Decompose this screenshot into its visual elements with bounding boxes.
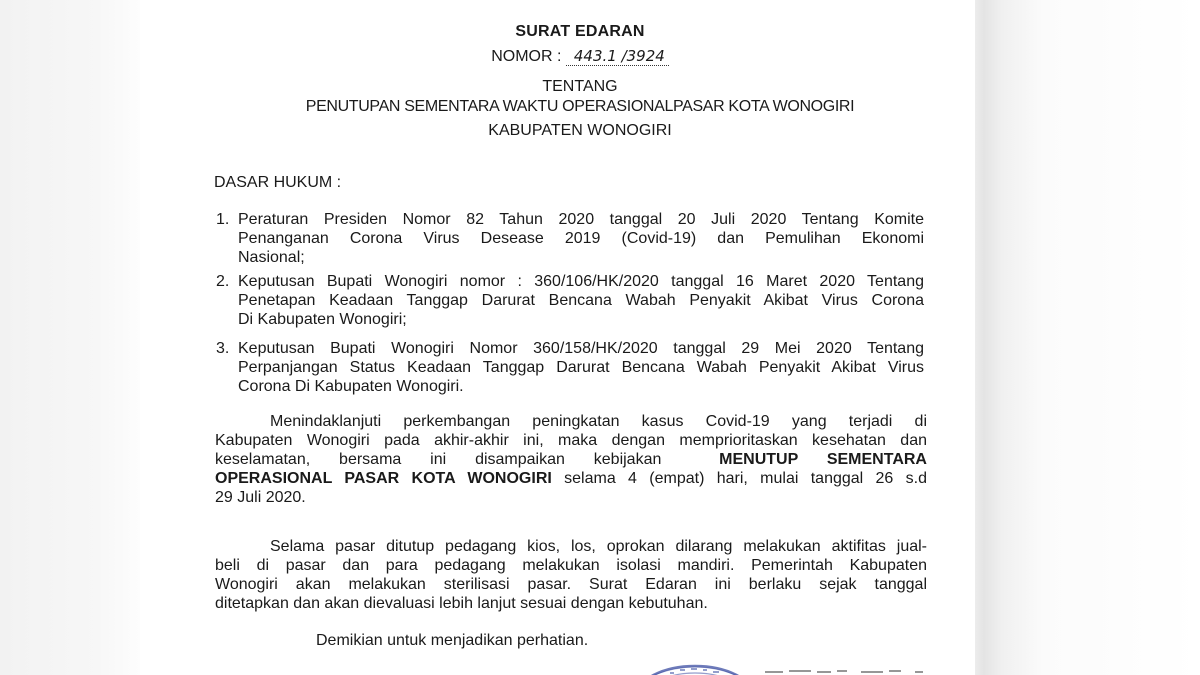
paragraph-decision: [215, 412, 927, 507]
nomor-value: 443.1 /3924: [566, 47, 669, 66]
item-number: 1.: [216, 211, 230, 228]
emphasis-text: MENUTUP SEMENTARA: [719, 451, 927, 468]
paragraph-line: Kabupaten Wonogiri pada akhir-akhir ini, maka dengan memprioritaskan kesehatan dan: [215, 432, 927, 449]
item-line: Perpanjangan Status Keadaan Tanggap Darurat Bencana Wabah Penyakit Akibat Virus: [238, 359, 924, 376]
item-line: Penetapan Keadaan Tanggap Darurat Bencana Wabah Penyakit Akibat Virus Corona: [238, 292, 924, 309]
document-title: SURAT EDARAN: [515, 23, 645, 40]
item-line: Peraturan Presiden Nomor 82 Tahun 2020 tanggal 20 Juli 2020 Tentang Komite: [238, 211, 924, 228]
paragraph-text: selama 4 (empat) hari, mulai tanggal 26 s.d: [551, 470, 927, 487]
subject-line-1: PENUTUPAN SEMENTARA WAKTU OPERASIONALPASAR KOTA WONOGIRI: [305, 98, 855, 115]
closing-statement: Demikian untuk menjadikan perhatian.: [316, 632, 589, 649]
item-number: 2.: [216, 273, 230, 290]
paragraph-line: Selama pasar ditutup pedagang kios, los, oprokan dilarang melakukan aktifitas jual-: [270, 538, 927, 555]
official-stamp: [625, 656, 955, 675]
paragraph-line: Wonogiri akan melakukan sterilisasi pasar. Surat Edaran ini berlaku sejak tanggal: [215, 576, 927, 593]
dasar-hukum-heading: DASAR HUKUM :: [214, 174, 342, 191]
item-line: Nasional;: [238, 249, 305, 266]
item-line: Penanganan Corona Virus Desease 2019 (Covid-19) dan Pemulihan Ekonomi: [238, 230, 924, 247]
item-line: Keputusan Bupati Wonogiri nomor : 360/106/HK/2020 tanggal 16 Maret 2020 Tentang: [238, 273, 924, 290]
emphasis-text: OPERASIONAL PASAR KOTA WONOGIRI: [215, 470, 552, 487]
paragraph-line: [215, 450, 927, 469]
stamp-seal-icon: [625, 656, 955, 675]
paragraph-line: beli di pasar dan para pedagang melakukan isolasi mandiri. Pemerintah Kabupaten: [215, 557, 927, 574]
nomor-label: NOMOR :: [491, 48, 562, 65]
paragraph-line: ditetapkan dan akan dievaluasi lebih lanjut sesuai dengan kebutuhan.: [215, 595, 708, 612]
paragraph-market-closure: [215, 537, 927, 613]
item-number: 3.: [216, 340, 230, 357]
document-number: [0, 47, 1160, 66]
legal-basis-item-1: [216, 210, 924, 267]
paragraph-line: Menindaklanjuti perkembangan peningkatan kasus Covid-19 yang terjadi di: [270, 413, 927, 430]
item-line: Corona Di Kabupaten Wonogiri.: [238, 378, 464, 395]
paragraph-text: keselamatan, bersama ini disampaikan kebijakan: [215, 451, 662, 468]
legal-basis-item-2: [216, 272, 924, 329]
paragraph-line: [215, 469, 927, 488]
item-line: Keputusan Bupati Wonogiri Nomor 360/158/HK/2020 tanggal 29 Mei 2020 Tentang: [238, 340, 924, 357]
tentang-label: TENTANG: [542, 78, 618, 95]
paragraph-line: 29 Juli 2020.: [215, 489, 306, 506]
item-line: Di Kabupaten Wonogiri;: [238, 311, 407, 328]
subject-line-2: KABUPATEN WONOGIRI: [488, 122, 672, 139]
legal-basis-item-3: [216, 339, 924, 396]
